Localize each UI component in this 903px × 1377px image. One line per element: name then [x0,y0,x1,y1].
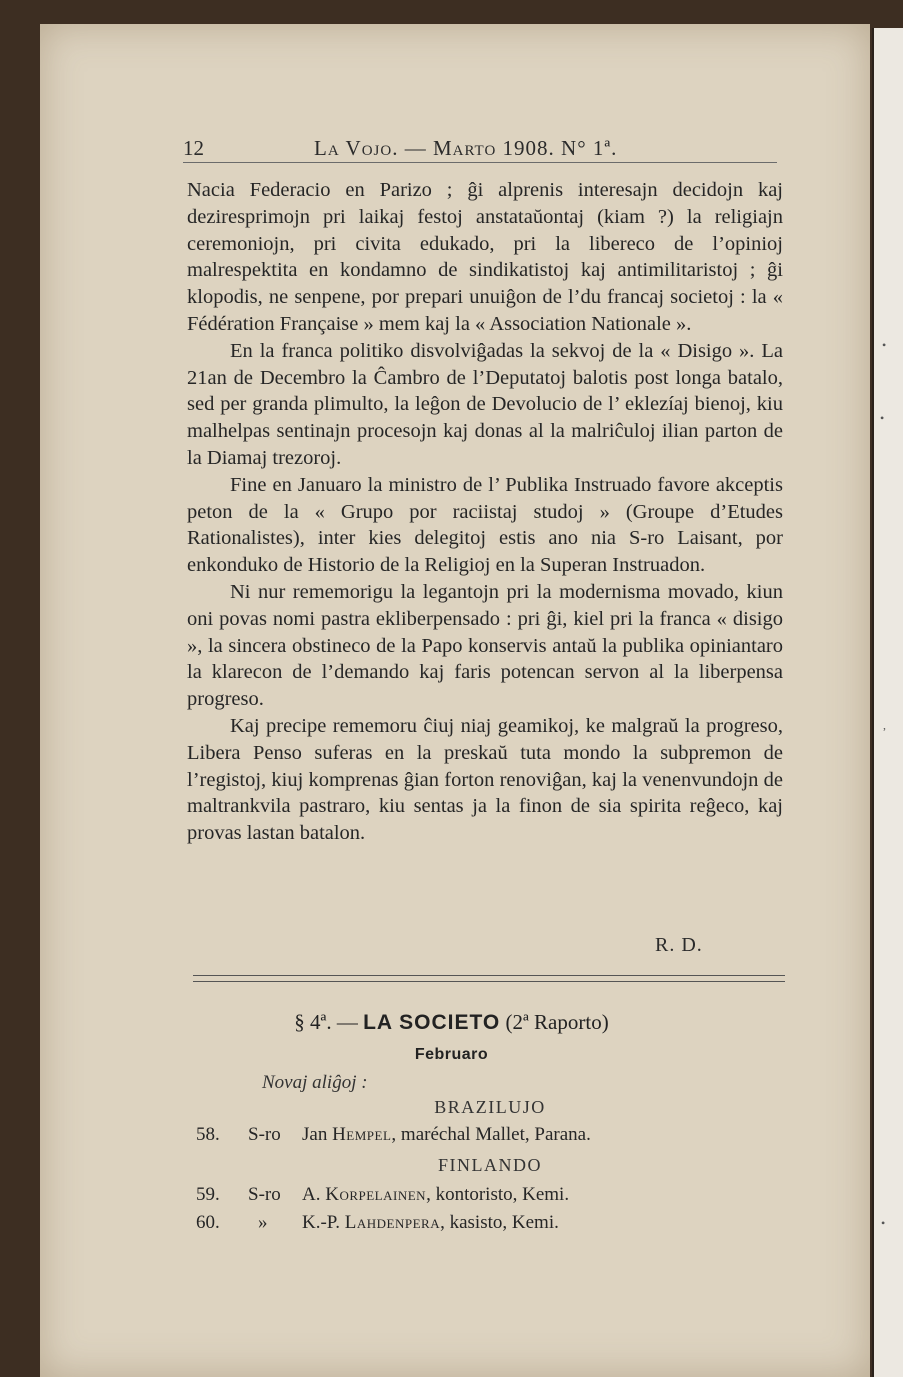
paragraph: Nacia Federacio en Parizo ; ĝi alprenis interesajn decidojn kaj deziresprimojn pri laikaj festoj anstataŭontaj (kiam ?) la religiajn ceremoniojn, pri civita edukado, pri la libereco de l’opinioj malrespektita en kondamno de sindikatistoj kaj antimilitaristoj ; ĝi klopodis, ne senpene, por prepari unuiĝon de l’du francaj societoj : la « Fédération Française » mem kaj la « Association Nationale ». [187,179,783,335]
article-body [187,177,783,847]
member-number: 58. [196,1124,220,1145]
author-signature: R. D. [655,934,703,956]
section-divider [193,975,785,982]
new-members-label: Novaj aliĝoj : [262,1072,368,1093]
member-number: 59. [196,1184,220,1205]
member-surname: Hempel [332,1124,392,1145]
member-details [302,1124,591,1146]
paragraph: Ni nur rememorigu la legantojn pri la modernisma movado, kiun oni povas nomi pastra ekliberpensado : pri ĝi, kiel pri la franca « disigo », la sincera obstineco de la Papo konservis antaŭ la publika opiniantaro la klarecon de l’demando kaj faris potencan servon al la liberpensa progreso. [187,580,783,711]
paragraph: Fine en Januaro la ministro de l’ Publika Instruado favore akceptis peton de la « Grupo por raciistaj studoj » (Groupe d’Etudes Rationalistes), inter kies delegitoj estis ano nia S-ro Laisant, por enkonduko de Historio de la Religioj en la Superan Instruadon. [187,473,783,577]
member-first-name: A. [302,1184,321,1205]
paragraph: En la franca politiko disvolviĝadas la sekvoj de la « Disigo ». La 21an de Decembro la Ĉambro de l’Deputatoj balotis post longa batalo, sed per granda plimulto, la leĝon de Devolucio de l’ eklezíaj bienoj, kiu malhelpas sentinajn procesojn kaj donas al la malriĉuloj ilian parton de la Diamaj trezoroj. [187,339,783,469]
page-number: 12 [183,136,204,160]
member-title: » [258,1212,268,1233]
member-title: S-ro [248,1184,281,1205]
member-first-name: Jan [302,1124,328,1145]
paragraph: Kaj precipe rememoru ĉiuj niaj geamikoj, ke malgraŭ la progreso, Libera Penso suferas en la preskaŭ tuta mondo la subpremon de l’registoj, kiuj komprenas ĝian forton renoviĝan, kaj la venenvundojn de maltrankvila pastraro, kiu sentas ja la finon de sia spirita reĝeco, kaj provas lastan batalon. [187,714,783,845]
member-info: , kontoristo, Kemi. [426,1184,570,1205]
page-header [183,130,777,160]
member-details [302,1212,559,1234]
member-number: 60. [196,1212,220,1233]
country-heading: FINLANDO [438,1155,542,1175]
member-surname: Lahdenpera [344,1212,441,1233]
section-prefix: § 4ª. — [294,1010,358,1034]
running-title: La Vojo. — Marto 1908. N° 1ª. [314,136,618,160]
header-rule [183,162,777,163]
country-heading: BRAZILUJO [434,1097,546,1117]
member-details [302,1184,569,1206]
member-info: , maréchal Mallet, Parana. [391,1124,591,1145]
section-title: LA SOCIETO [363,1011,501,1034]
member-title: S-ro [248,1124,281,1145]
section-month: Februaro [414,1046,489,1063]
next-page-edge: • • , • [872,28,903,1377]
section-heading [0,1010,903,1035]
member-info: , kasisto, Kemi. [440,1212,559,1233]
section-suffix: (2ª Raporto) [505,1010,609,1034]
member-first-name: K.-P. [302,1212,341,1233]
member-surname: Korpelainen [325,1184,427,1205]
